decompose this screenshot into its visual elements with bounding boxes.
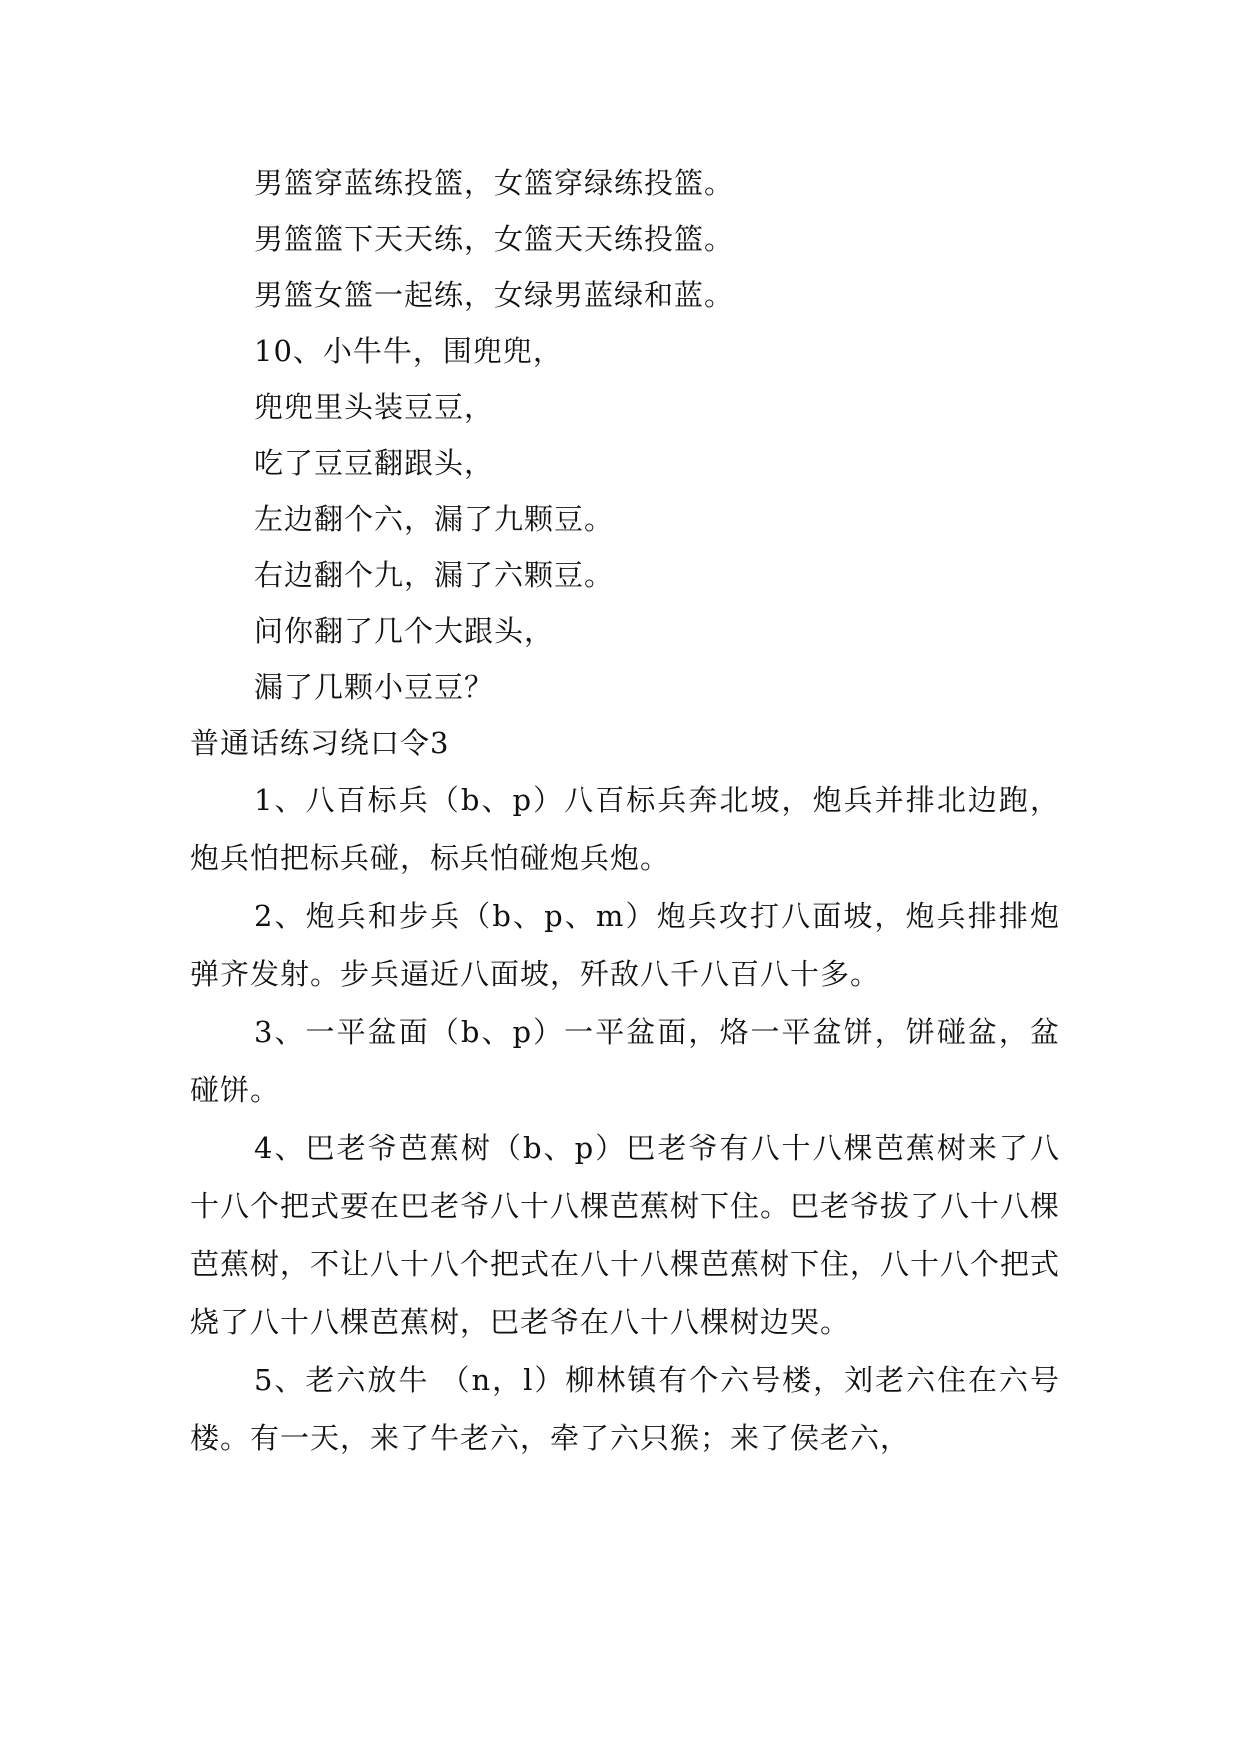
paragraph: 2、炮兵和步兵（b、p、m）炮兵攻打八面坡，炮兵排排炮弹齐发射。步兵逼近八面坡，歼敌八千八百八十多。: [190, 899, 1060, 991]
verse-line: 男篮篮下天天练，女篮天天练投篮。: [254, 222, 735, 256]
verse-line: 男篮穿蓝练投篮，女篮穿绿练投篮。: [254, 166, 735, 200]
verse-line: 漏了几颗小豆豆？: [254, 670, 495, 704]
verse-line: 男篮女篮一起练，女绿男蓝绿和蓝。: [254, 278, 735, 312]
section-title: 普通话练习绕口令3: [190, 726, 450, 760]
paragraph: 5、老六放牛 （n，l）柳林镇有个六号楼，刘老六住在六号楼。有一天，来了牛老六，牵了六只猴；来了侯老六，: [190, 1363, 1060, 1455]
verse-line: 兜兜里头装豆豆，: [254, 390, 495, 424]
verse-line: 吃了豆豆翻跟头，: [254, 446, 495, 480]
paragraph: 4、巴老爷芭蕉树（b、p）巴老爷有八十八棵芭蕉树来了八十八个把式要在巴老爷八十八棵芭蕉树下住。巴老爷拔了八十八棵芭蕉树，不让八十八个把式在八十八棵芭蕉树下住，八十八个把式烧了八十八棵芭蕉树，巴老爷在八十八棵树边哭。: [190, 1131, 1061, 1339]
verse-line: 10、小牛牛，围兜兜，: [254, 334, 563, 368]
verse-line: 右边翻个九，漏了六颗豆。: [254, 558, 615, 592]
paragraph: 1、八百标兵（b、p）八百标兵奔北坡，炮兵并排北边跑，炮兵怕把标兵碰，标兵怕碰炮兵炮。: [190, 783, 1060, 875]
document-body: [190, 155, 1060, 1467]
verse-line: 左边翻个六，漏了九颗豆。: [254, 502, 615, 536]
paragraph: 3、一平盆面（b、p）一平盆面，烙一平盆饼，饼碰盆，盆碰饼。: [190, 1015, 1060, 1107]
verse-line: 问你翻了几个大跟头，: [254, 614, 555, 648]
